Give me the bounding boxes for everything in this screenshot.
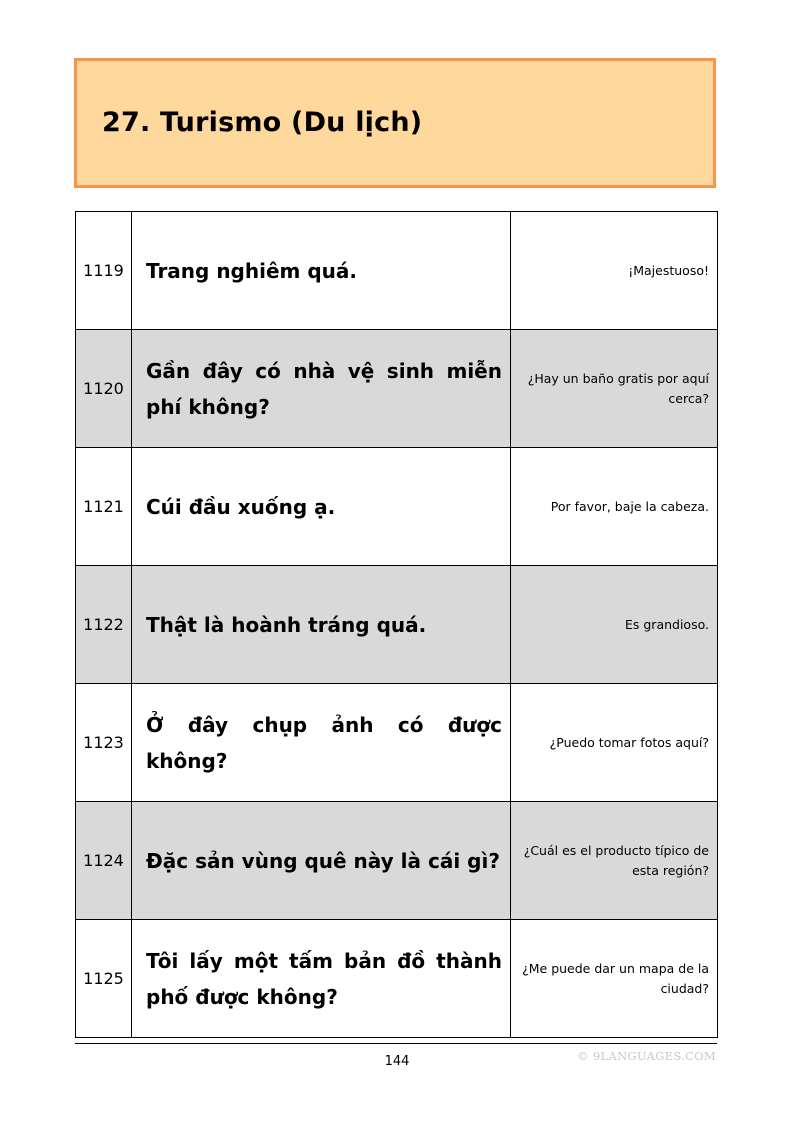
bottom-divider	[75, 1043, 717, 1044]
spanish-translation: ¿Hay un baño gratis por aquí cerca?	[511, 330, 718, 448]
spanish-translation: Por favor, baje la cabeza.	[511, 448, 718, 566]
table-row	[76, 920, 718, 1038]
spanish-translation: ¿Me puede dar un mapa de la ciudad?	[511, 920, 718, 1038]
spanish-translation: ¿Cuál es el producto típico de esta región?	[511, 802, 718, 920]
table-row	[76, 802, 718, 920]
vietnamese-phrase: Đặc sản vùng quê này là cái gì?	[132, 802, 511, 920]
page-number: 144	[384, 1054, 410, 1069]
phrase-number: 1120	[76, 330, 132, 448]
spanish-translation: ¡Majestuoso!	[511, 212, 718, 330]
spanish-translation: ¿Puedo tomar fotos aquí?	[511, 684, 718, 802]
phrase-number: 1119	[76, 212, 132, 330]
table-row	[76, 330, 718, 448]
phrase-number: 1125	[76, 920, 132, 1038]
table-row	[76, 684, 718, 802]
spanish-translation: Es grandioso.	[511, 566, 718, 684]
vietnamese-phrase: Cúi đầu xuống ạ.	[132, 448, 511, 566]
vietnamese-phrase: Thật là hoành tráng quá.	[132, 566, 511, 684]
vietnamese-phrase: Ở đây chụp ảnh có được không?	[132, 684, 511, 802]
vietnamese-phrase: Trang nghiêm quá.	[132, 212, 511, 330]
vietnamese-phrase: Tôi lấy một tấm bản đồ thành phố được không?	[132, 920, 511, 1038]
section-title-box	[74, 58, 716, 188]
table-row	[76, 212, 718, 330]
phrase-table	[75, 211, 718, 1038]
vietnamese-phrase: Gần đây có nhà vệ sinh miễn phí không?	[132, 330, 511, 448]
watermark: © 9LANGUAGES.COM	[577, 1049, 716, 1063]
phrase-number: 1124	[76, 802, 132, 920]
phrase-number: 1121	[76, 448, 132, 566]
phrase-number: 1123	[76, 684, 132, 802]
phrase-number: 1122	[76, 566, 132, 684]
table-row	[76, 566, 718, 684]
section-title: 27. Turismo (Du lịch)	[102, 107, 423, 138]
table-row	[76, 448, 718, 566]
